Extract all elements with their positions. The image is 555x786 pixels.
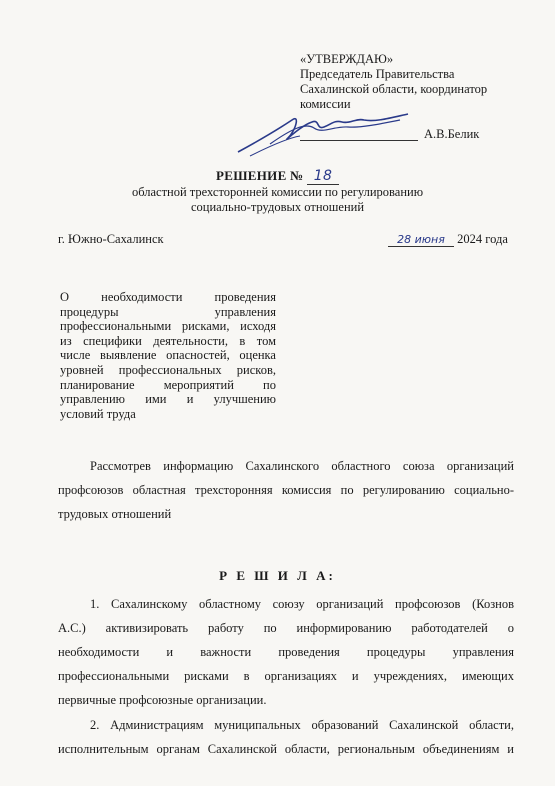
topic-block <box>60 290 276 421</box>
paragraph-2 <box>58 713 514 761</box>
approval-line-1: Председатель Правительства <box>300 67 455 81</box>
paragraph-line: 1. Сахалинскому областному союзу организаций профсоюзов (Кознов <box>90 597 514 611</box>
decision-title <box>0 168 555 185</box>
topic-line: уровней профессиональных рисков, <box>60 362 276 377</box>
decided-heading: Р Е Ш И Л А: <box>219 568 336 583</box>
subtitle-line-2: социально-трудовых отношений <box>190 200 365 214</box>
paragraph-line: А.С.) активизировать работу по информированию работодателей о <box>58 621 514 635</box>
topic-line: из специфики деятельности, в том <box>60 333 276 348</box>
decision-date <box>388 232 508 247</box>
topic-line: О необходимости проведения <box>60 290 276 304</box>
signature-line <box>300 140 418 141</box>
handwritten-date: 28 июня <box>388 233 454 247</box>
decision-label: РЕШЕНИЕ № <box>215 168 304 183</box>
approval-line-2: Сахалинской области, координатор <box>300 82 488 96</box>
signer-name: А.В.Белик <box>424 127 480 141</box>
intro-paragraph <box>58 454 514 526</box>
decision-subtitle <box>0 185 555 215</box>
handwritten-signature <box>230 100 420 160</box>
topic-line: процедуры управления <box>60 304 276 319</box>
paragraph-line: профессиональными рисками в организациях и учреждениях, имеющих <box>58 669 514 683</box>
approval-line-3: комиссии <box>300 97 351 111</box>
subtitle-line-1: областной трехсторонней комиссии по регулированию <box>131 185 424 199</box>
topic-line: управлению ими и улучшению <box>60 392 276 407</box>
paragraph-1 <box>58 592 514 712</box>
date-year: 2024 года <box>457 232 508 246</box>
intro-line: Рассмотрев информацию Сахалинского областного союза организаций <box>90 459 514 473</box>
approval-heading: «УТВЕРЖДАЮ» <box>300 52 394 66</box>
topic-line: профессиональными рисками, исходя <box>60 319 276 334</box>
paragraph-line: необходимости и важности проведения процедуры управления <box>58 645 514 659</box>
decision-number: 18 <box>307 168 339 185</box>
place: г. Южно-Сахалинск <box>58 232 164 246</box>
intro-line: профсоюзов областная трехсторонняя комиссия по регулированию социально- <box>58 483 514 497</box>
topic-line: планирование мероприятий по <box>60 377 276 392</box>
paragraph-line: исполнительным органам Сахалинской области, региональным объединениям и <box>58 742 514 756</box>
topic-line: условий труда <box>60 406 136 421</box>
paragraph-line: первичные профсоюзные организации. <box>58 693 267 707</box>
intro-line: трудовых отношений <box>58 507 172 521</box>
paragraph-line: 2. Администрациям муниципальных образований Сахалинской области, <box>90 718 514 732</box>
topic-line: числе выявление опасностей, оценка <box>60 348 276 363</box>
